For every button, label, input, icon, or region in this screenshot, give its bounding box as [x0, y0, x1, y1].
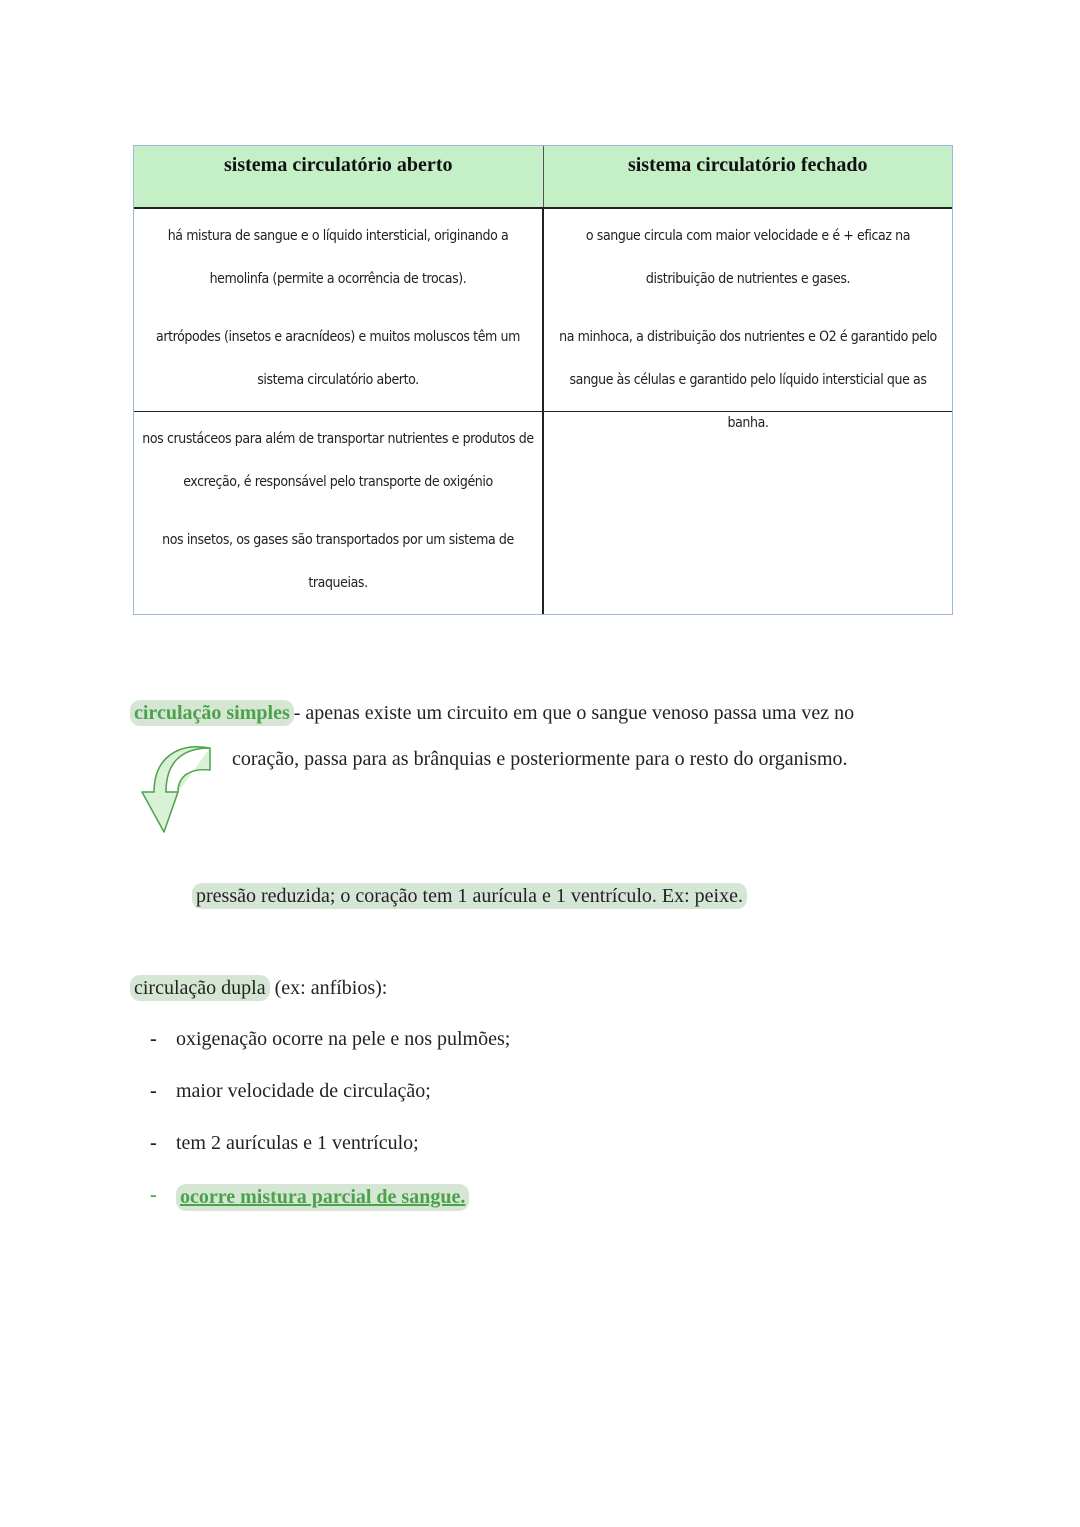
list-item [150, 1080, 510, 1132]
table-cell: o sangue circula com maior velocidade e é + eficaz na distribuição de nutrientes e gases. [585, 228, 911, 287]
list-item [150, 1028, 510, 1080]
table-cell: há mistura de sangue e o líquido intersticial, originando a hemolinfa (permite a ocorrência de trocas). [134, 209, 544, 310]
list-item [150, 1184, 510, 1236]
list-dash: - [150, 1132, 157, 1154]
double-circulation-rest: (ex: anfíbios): [269, 977, 388, 999]
table-cell: nos crustáceos para além de transportar nutrientes e produtos de excreção, é responsável pelo transporte de oxigénio [134, 412, 544, 513]
simple-circulation-line2: coração, passa para as brânquias e posteriormente para o resto do organismo. [232, 748, 848, 770]
simple-circulation-line1 [130, 702, 854, 725]
list-item-text-highlighted: ocorre mistura parcial de sangue. [176, 1184, 469, 1211]
table-cell: nos insetos, os gases são transportados por um sistema de traqueias. [134, 513, 544, 614]
header-open-system: sistema circulatório aberto [134, 146, 544, 207]
list-item [150, 1132, 510, 1184]
table-row [134, 513, 952, 614]
simple-circulation-term: circulação simples [130, 700, 294, 726]
table-cell [544, 513, 952, 614]
table-cell: artrópodes (insetos e aracnídeos) e muitos moluscos têm um sistema circulatório aberto. [134, 310, 544, 411]
header-closed-system: sistema circulatório fechado [627, 154, 868, 176]
double-circulation-list [150, 1028, 510, 1236]
curved-arrow-down-left-icon [138, 744, 214, 836]
table-header [134, 146, 952, 209]
simple-circulation-note [192, 885, 747, 908]
table-cell [544, 412, 952, 513]
table-row [134, 412, 952, 513]
list-item-text: oxigenação ocorre na pele e nos pulmões; [176, 1028, 511, 1050]
double-circulation-heading [130, 977, 387, 1000]
list-dash: - [150, 1080, 157, 1102]
list-dash: - [150, 1184, 157, 1206]
list-item-text: maior velocidade de circulação; [176, 1080, 431, 1102]
double-circulation-term: circulação dupla [130, 975, 270, 1001]
simple-circulation-text1: - apenas existe um circuito em que o sangue venoso passa uma vez no [293, 702, 855, 724]
list-dash: - [150, 1028, 157, 1050]
simple-circulation-note-text: pressão reduzida; o coração tem 1 aurícula e 1 ventrículo. Ex: peixe. [192, 883, 747, 909]
comparison-table [133, 145, 953, 615]
list-item-text: tem 2 aurículas e 1 ventrículo; [176, 1132, 419, 1154]
table-row [134, 310, 952, 431]
table-row [134, 209, 952, 310]
table-cell: na minhoca, a distribuição dos nutrientes e O2 é garantido pelo sangue às células e garantido pelo líquido intersticial que as banha. [559, 329, 937, 431]
